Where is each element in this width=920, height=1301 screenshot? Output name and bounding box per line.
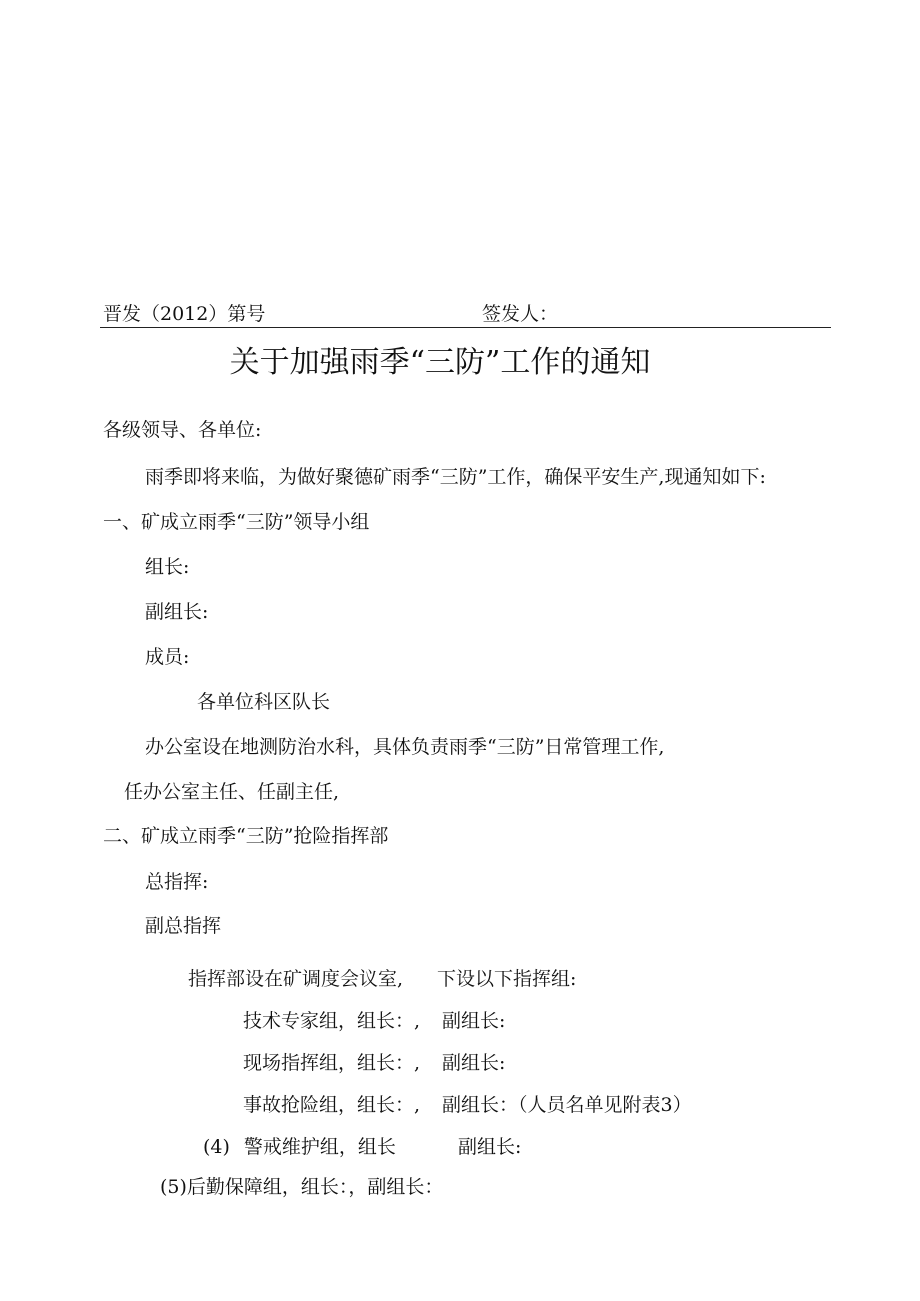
group-deputy: 副组长: — [442, 1010, 506, 1032]
group-name: 现场指挥组，组长：, — [243, 1052, 421, 1074]
group-deputy: 副组长：（人员名单见附表3） — [442, 1094, 692, 1116]
group-item — [243, 1051, 505, 1075]
office-paragraph: 办公室设在地测防治水科，具体负责雨季“三防”日常管理工作, — [145, 736, 665, 758]
group-item — [243, 1093, 692, 1117]
chief-commander-label: 总指挥: — [145, 871, 209, 893]
group5-line: (5)后勤保障组，组长：，副组长： — [160, 1176, 444, 1198]
group-item — [243, 1009, 505, 1033]
section2-heading: 二、矿成立雨季“三防”抢险指挥部 — [103, 825, 389, 847]
group-item — [203, 1135, 521, 1159]
group-name: 技术专家组，组长：, — [243, 1010, 421, 1032]
deputy-commander-label: 副总指挥 — [145, 915, 222, 937]
hq-location-text: 指挥部设在矿调度会议室, — [188, 968, 404, 990]
intro-paragraph: 雨季即将来临，为做好聚德矿雨季“三防”工作，确保平安生产,现通知如下: — [145, 466, 766, 488]
group-name: 警戒维护组，组长 — [243, 1136, 396, 1158]
doc-number: 晋发（2012）第号 — [103, 303, 266, 325]
hq-location — [188, 967, 576, 991]
group-deputy: 副组长: — [457, 1136, 522, 1158]
section1-heading: 一、矿成立雨季“三防”领导小组 — [103, 511, 370, 533]
office-staff: 任办公室主任、任副主任, — [124, 781, 340, 803]
members-label: 成员: — [145, 646, 190, 668]
group-name: 事故抢险组，组长：, — [243, 1094, 421, 1116]
group-deputy: 副组长: — [442, 1052, 506, 1074]
salutation: 各级领导、各单位: — [103, 419, 262, 441]
hq-groups-text: 下设以下指挥组: — [437, 968, 577, 990]
document-title: 关于加强雨季“三防”工作的通知 — [229, 345, 651, 380]
group-prefix: (4) — [203, 1136, 230, 1158]
signer-label: 签发人： — [482, 303, 559, 325]
group-leader-label: 组长: — [145, 556, 190, 578]
header-rule — [100, 327, 831, 328]
deputy-leader-label: 副组长: — [145, 601, 209, 623]
members-detail: 各单位科区队长 — [197, 691, 331, 713]
